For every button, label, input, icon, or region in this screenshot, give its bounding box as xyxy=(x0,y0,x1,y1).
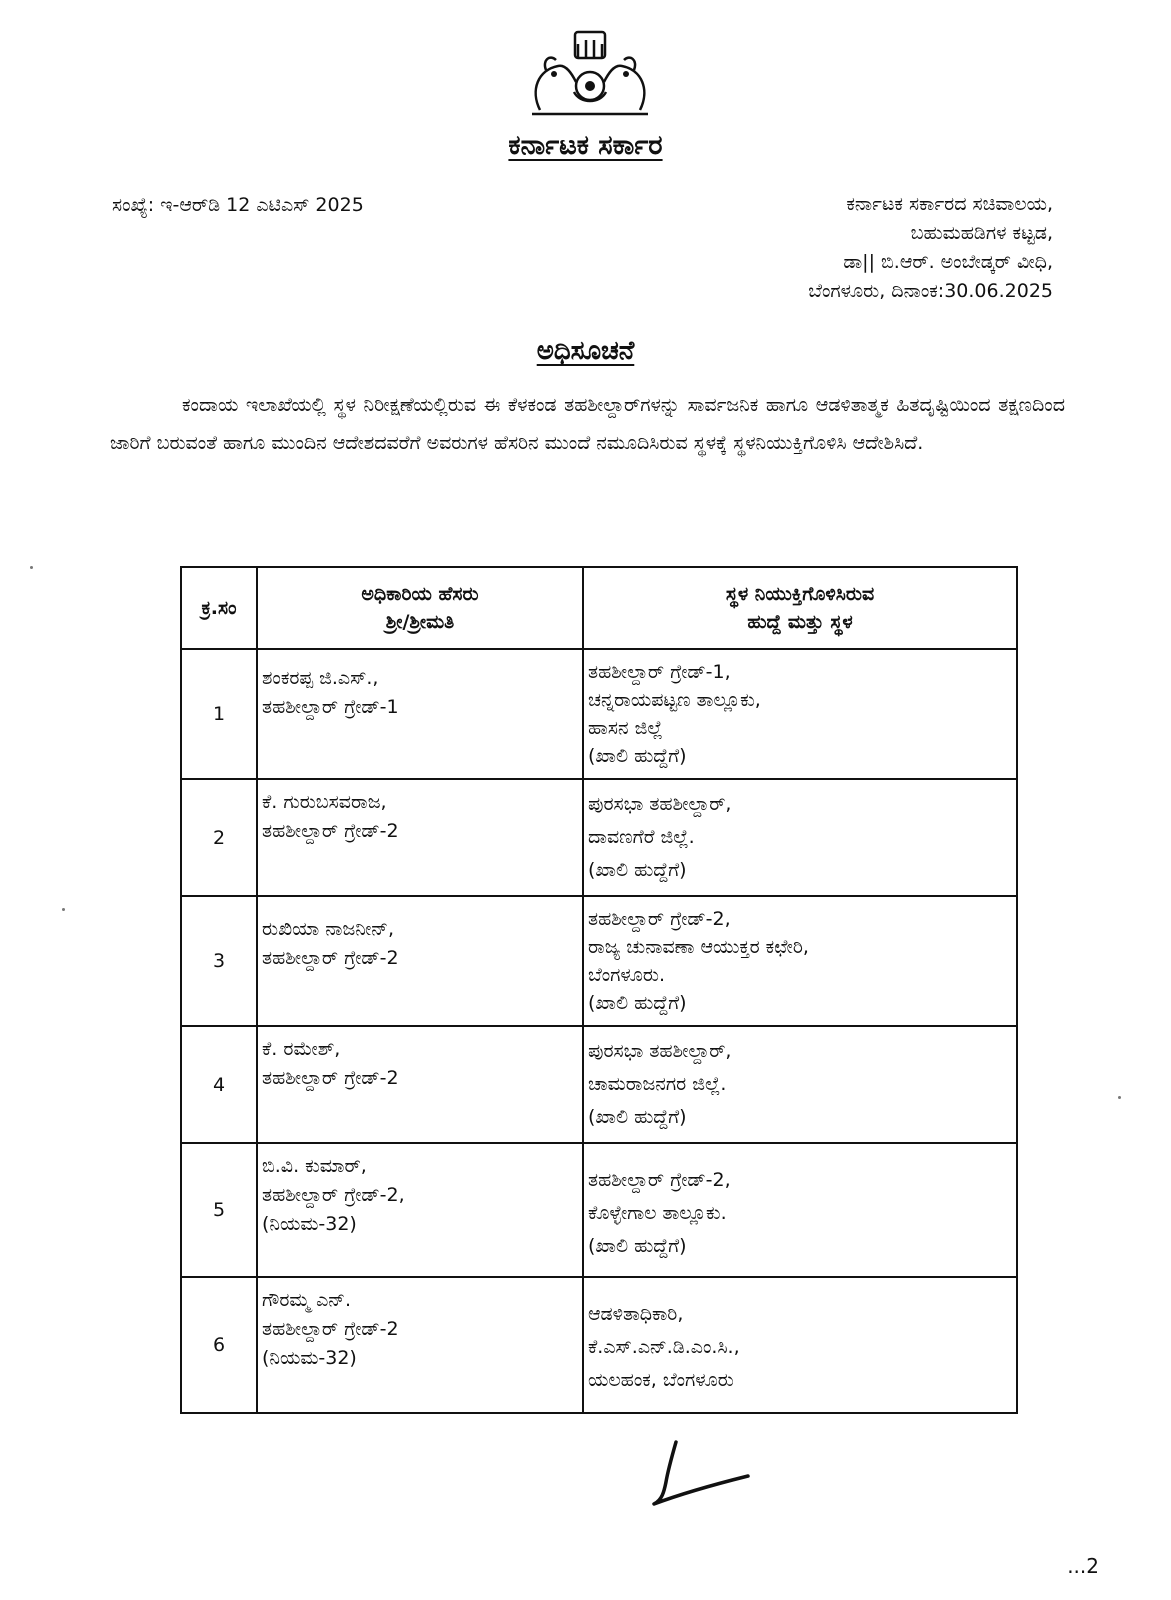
signature-mark xyxy=(640,1430,760,1510)
address-line: ಬೆಂಗಳೂರು, ದಿನಾಂಕ:30.06.2025 xyxy=(808,280,1053,302)
table-row xyxy=(181,896,1017,1026)
officer-name xyxy=(257,1277,583,1413)
officer-name xyxy=(257,1143,583,1277)
posting-order-table xyxy=(180,566,1018,1414)
header-line: ಹುದ್ದೆ ಮತ್ತು ಸ್ಥಳ xyxy=(747,611,853,633)
cell-line: ತಹಶೀಲ್ದಾರ್ ಗ್ರೇಡ್-2 xyxy=(262,1067,399,1089)
table-row xyxy=(181,649,1017,779)
serial-number: 2 xyxy=(181,779,257,896)
header-line: ಅಧಿಕಾರಿಯ ಹೆಸರು xyxy=(361,583,479,605)
cell-line: ಆಡಳಿತಾಧಿಕಾರಿ, xyxy=(588,1303,684,1325)
posting-details xyxy=(583,896,1017,1026)
cell-line: ಪುರಸಭಾ ತಹಶೀಲ್ದಾರ್, xyxy=(588,1040,732,1062)
cell-line: ಕೆ. ಗುರುಬಸವರಾಜ, xyxy=(262,791,387,813)
cell-line: (ಖಾಲಿ ಹುದ್ದೆಗೆ) xyxy=(588,992,687,1014)
cell-line: ರಾಜ್ಯ ಚುನಾವಣಾ ಆಯುಕ್ತರ ಕಛೇರಿ, xyxy=(588,936,809,958)
posting-details xyxy=(583,1143,1017,1277)
table-header-row xyxy=(181,567,1017,649)
cell-line: ತಹಶೀಲ್ದಾರ್ ಗ್ರೇಡ್-2, xyxy=(588,908,731,930)
state-emblem-icon xyxy=(520,30,660,118)
notification-title: ಅಧಿಸೂಚನೆ xyxy=(536,336,635,366)
posting-details xyxy=(583,1277,1017,1413)
header-officer-name xyxy=(257,567,583,649)
header-line: ಸ್ಥಳ ನಿಯುಕ್ತಿಗೊಳಿಸಿರುವ xyxy=(725,583,875,605)
officer-name xyxy=(257,649,583,779)
serial-number: 5 xyxy=(181,1143,257,1277)
header-posting xyxy=(583,567,1017,649)
cell-line: ರುಖಿಯಾ ನಾಜನೀನ್, xyxy=(262,918,395,940)
cell-line: ಬಿ.ವಿ. ಕುಮಾರ್, xyxy=(262,1155,367,1177)
cell-line: (ಖಾಲಿ ಹುದ್ದೆಗೆ) xyxy=(588,1235,687,1257)
office-address xyxy=(808,190,1053,306)
cell-line: ದಾವಣಗೆರೆ ಜಿಲ್ಲೆ. xyxy=(588,826,695,848)
serial-number: 4 xyxy=(181,1026,257,1143)
scan-speck xyxy=(62,908,65,911)
officer-name xyxy=(257,779,583,896)
government-title: ಕರ್ನಾಟಕ ಸರ್ಕಾರ xyxy=(508,130,663,161)
notification-body: ಕಂದಾಯ ಇಲಾಖೆಯಲ್ಲಿ ಸ್ಥಳ ನಿರೀಕ್ಷಣೆಯಲ್ಲಿರುವ ಈ ಕೆಳಕಂಡ ತಹಶೀಲ್ದಾರ್‌ಗಳನ್ನು ಸಾರ್ವಜನಿಕ ಹಾಗೂ ಆಡಳಿತಾತ್ಮಕ ಹಿತದೃಷ್ಟಿಯಿಂದ ತಕ್ಷಣದಿಂದ ಜಾರಿಗೆ ಬರುವಂತೆ ಹಾಗೂ ಮುಂದಿನ ಆದೇಶದವರೆಗೆ ಅವರುಗಳ ಹೆಸರಿನ ಮುಂದೆ ನಮೂದಿಸಿರುವ ಸ್ಥಳಕ್ಕೆ ಸ್ಥಳನಿಯುಕ್ತಿಗೊಳಿಸಿ ಆದೇಶಿಸಿದೆ. xyxy=(110,394,1065,454)
cell-line: ಕೊಳ್ಳೇಗಾಲ ತಾಲ್ಲೂಕು. xyxy=(588,1202,727,1224)
cell-line: (ಖಾಲಿ ಹುದ್ದೆಗೆ) xyxy=(588,745,687,767)
cell-line: ಹಾಸನ ಜಿಲ್ಲೆ xyxy=(588,717,663,739)
page-continuation: ...2 xyxy=(1067,1554,1099,1578)
scan-speck xyxy=(30,566,33,569)
table-row xyxy=(181,779,1017,896)
posting-details xyxy=(583,1026,1017,1143)
cell-line: ಕೆ.ಎಸ್.ಎನ್.ಡಿ.ಎಂ.ಸಿ., xyxy=(588,1336,740,1358)
table-row xyxy=(181,1143,1017,1277)
cell-line: ಶಂಕರಪ್ಪ ಜಿ.ಎಸ್., xyxy=(262,667,379,689)
cell-line: ಚಾಮರಾಜನಗರ ಜಿಲ್ಲೆ. xyxy=(588,1073,727,1095)
cell-line: ತಹಶೀಲ್ದಾರ್ ಗ್ರೇಡ್-2 xyxy=(262,820,399,842)
cell-line: ತಹಶೀಲ್ದಾರ್ ಗ್ರೇಡ್-2 xyxy=(262,947,399,969)
table-row xyxy=(181,1026,1017,1143)
cell-line: ತಹಶೀಲ್ದಾರ್ ಗ್ರೇಡ್-2, xyxy=(262,1184,405,1206)
scan-speck xyxy=(1118,1096,1121,1099)
cell-line: (ಖಾಲಿ ಹುದ್ದೆಗೆ) xyxy=(588,1106,687,1128)
officer-name xyxy=(257,896,583,1026)
reference-number: ಸಂಖ್ಯೆ: ಇ-ಆರ್‌ಡಿ 12 ಎಟಿಎಸ್ 2025 xyxy=(112,194,364,216)
cell-line: ತಹಶೀಲ್ದಾರ್ ಗ್ರೇಡ್-1 xyxy=(262,696,399,718)
cell-line: (ಖಾಲಿ ಹುದ್ದೆಗೆ) xyxy=(588,859,687,881)
cell-line: ಪುರಸಭಾ ತಹಶೀಲ್ದಾರ್, xyxy=(588,793,732,815)
serial-number: 6 xyxy=(181,1277,257,1413)
cell-line: ಕೆ. ರಮೇಶ್, xyxy=(262,1038,341,1060)
address-line: ಕರ್ನಾಟಕ ಸರ್ಕಾರದ ಸಚಿವಾಲಯ, xyxy=(846,193,1053,215)
cell-line: ತಹಶೀಲ್ದಾರ್ ಗ್ರೇಡ್-2, xyxy=(588,1169,731,1191)
cell-line: ತಹಶೀಲ್ದಾರ್ ಗ್ರೇಡ್-1, xyxy=(588,661,731,683)
cell-line: ಯಲಹಂಕ, ಬೆಂಗಳೂರು xyxy=(588,1369,734,1391)
serial-number: 1 xyxy=(181,649,257,779)
cell-line: ಚನ್ನರಾಯಪಟ್ಟಣ ತಾಲ್ಲೂಕು, xyxy=(588,689,761,711)
posting-details xyxy=(583,649,1017,779)
header-serial-number: ಕ್ರ.ಸಂ xyxy=(181,567,257,649)
header-line: ಶ್ರೀ/ಶ್ರೀಮತಿ xyxy=(385,611,455,633)
cell-line: ಬೆಂಗಳೂರು. xyxy=(588,964,666,986)
address-line: ಡಾ|| ಬಿ.ಆರ್. ಅಂಬೇಡ್ಕರ್ ವೀಧಿ, xyxy=(843,251,1053,273)
cell-line: ಗೌರಮ್ಮ ಎನ್. xyxy=(262,1289,352,1311)
cell-line: (ನಿಯಮ-32) xyxy=(262,1347,357,1369)
table-row xyxy=(181,1277,1017,1413)
cell-line: ತಹಶೀಲ್ದಾರ್ ಗ್ರೇಡ್-2 xyxy=(262,1318,399,1340)
posting-details xyxy=(583,779,1017,896)
address-line: ಬಹುಮಹಡಿಗಳ ಕಟ್ಟಡ, xyxy=(910,222,1053,244)
serial-number: 3 xyxy=(181,896,257,1026)
officer-name xyxy=(257,1026,583,1143)
cell-line: (ನಿಯಮ-32) xyxy=(262,1213,357,1235)
